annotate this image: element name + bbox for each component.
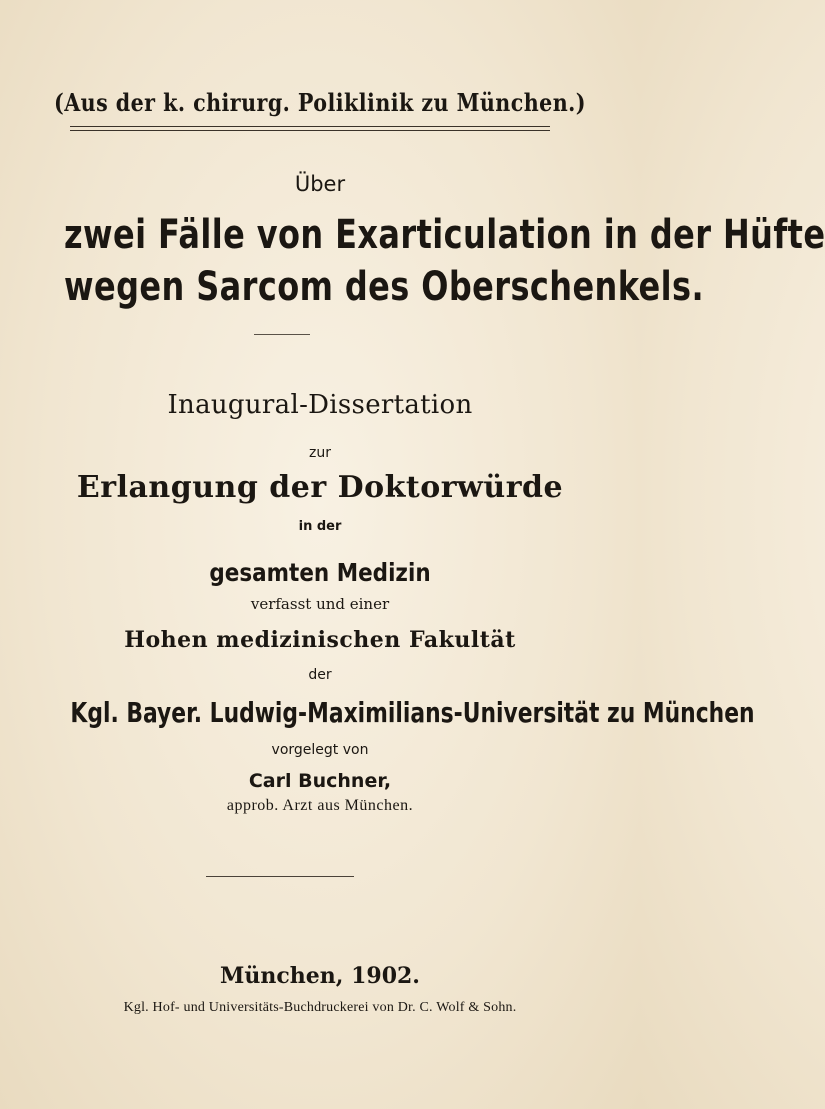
in-der-text: in der xyxy=(298,519,342,534)
zur-text: zur xyxy=(309,445,331,461)
verfasst-text: verfasst und einer xyxy=(250,595,390,613)
der-text: der xyxy=(308,667,332,683)
title-divider xyxy=(254,334,310,335)
footer-divider xyxy=(206,876,354,877)
header-double-rule xyxy=(70,126,550,131)
vorgelegt-text: vorgelegt von xyxy=(271,742,369,758)
university-name: Kgl. Bayer. Ludwig-Maximilians-Universität zu München xyxy=(70,696,755,729)
institute-header: (Aus der k. chirurg. Poliklinik zu München.) xyxy=(54,88,586,117)
dissertation-label: Inaugural-Dissertation xyxy=(167,390,473,420)
faculty-name: Hohen medizinischen Fakultät xyxy=(124,627,516,653)
title-preposition: Über xyxy=(294,172,346,196)
printer-imprint: Kgl. Hof- und Universitäts-Buchdruckerei von Dr. C. Wolf & Sohn. xyxy=(123,1000,517,1015)
place-year: München, 1902. xyxy=(220,963,420,989)
author-title: approb. Arzt aus München. xyxy=(226,797,414,814)
degree-line: Erlangung der Doktorwürde xyxy=(76,470,564,505)
author-name: Carl Buchner, xyxy=(248,770,392,792)
title-line-2: wegen Sarcom des Oberschenkels. xyxy=(64,264,705,310)
field-of-study: gesamten Medizin xyxy=(209,558,431,587)
title-line-1: zwei Fälle von Exarticulation in der Hüfte xyxy=(64,212,825,258)
